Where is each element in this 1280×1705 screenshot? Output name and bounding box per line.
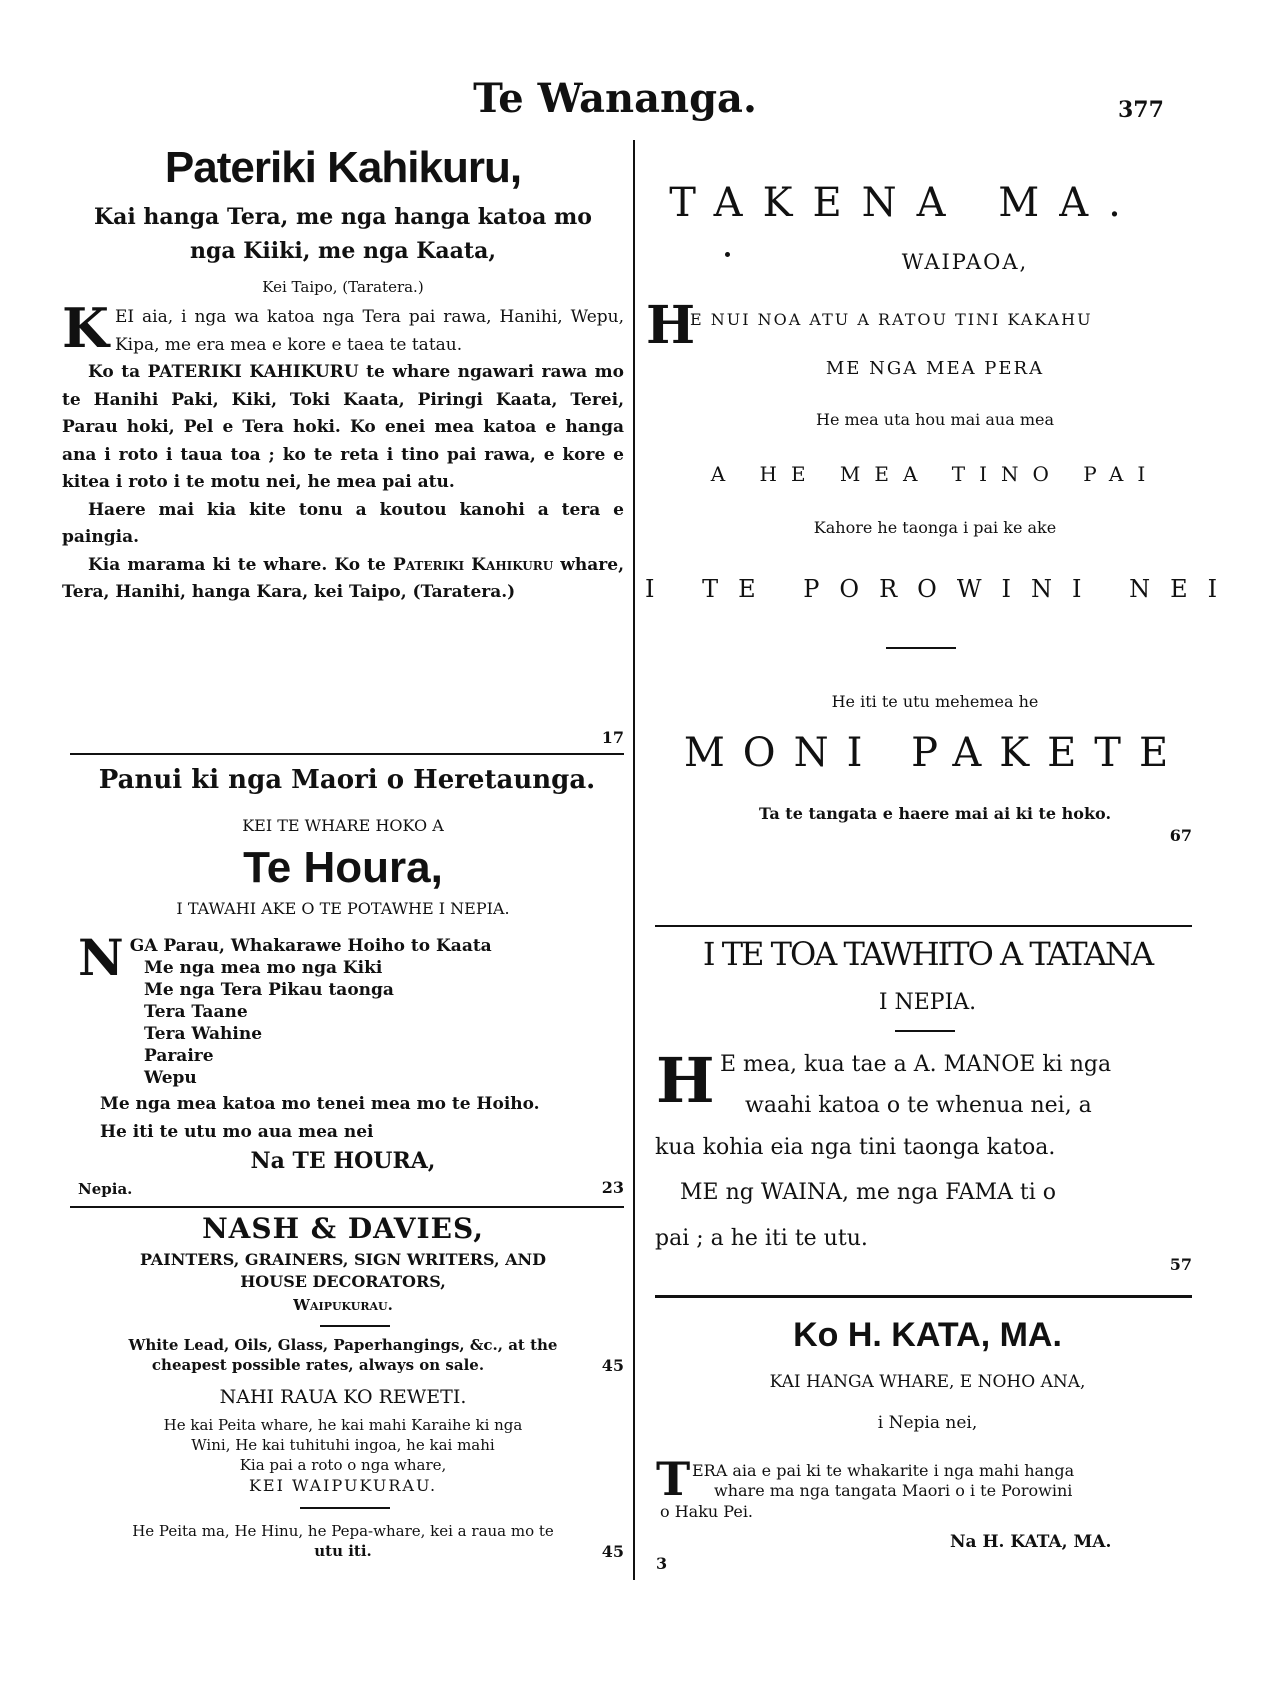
ad-heading: Panui ki nga Maori o Heretaunga. (98, 765, 596, 795)
shop-location: I TAWAHI AKE O TE POTAWHE I NEPIA. (176, 899, 510, 918)
ad-line: He kai Peita whare, he kai mahi Karaihe ki nga (163, 1416, 523, 1434)
drop-cap: T (656, 1452, 691, 1506)
short-rule (320, 1325, 390, 1327)
ad-line: Ta te tangata e haere mai ai ki te hoko. (758, 804, 1112, 823)
ad-line: ME NGA MEA PERA (825, 358, 1045, 379)
short-rule (886, 647, 956, 649)
ad-line: E NUI NOA ATU A RATOU TINI KAKAHU (690, 310, 1093, 329)
section-rule (655, 925, 1192, 927)
ad-number: 3 (656, 1554, 668, 1573)
ad-heading: Ko H. KATA, MA. (793, 1316, 1062, 1354)
ad-paragraph (62, 359, 624, 497)
paragraph-text: te whare ngawari rawa mo te Hanihi Paki, Kiki, Toki Kaata, Piringi Kaata, Terei, Parau hoki, Pel e Tera hoki. Ko enei mea katoa e hanga ana i roto i taua toa ; ko te reta i tino pai rawa, e kore e kitea i roto i te motu nei, he mea pai atu. (62, 362, 624, 492)
ad-heading: NASH & DAVIES, (202, 1212, 484, 1245)
ad-line: He iti te utu mehemea he (831, 692, 1039, 711)
ad-signature: Na TE HOURA, (250, 1148, 436, 1174)
ad-signature: Na H. KATA, MA. (950, 1532, 1112, 1552)
ad-number: 23 (601, 1178, 624, 1197)
goods-list (78, 928, 624, 1089)
ad-number: 57 (1169, 1255, 1192, 1274)
ad-line: I TE POROWINI NEI (645, 575, 1238, 603)
shop-name: Te Houra, (243, 843, 443, 892)
ad-location: Waipukurau. (293, 1296, 393, 1314)
ad-number: 67 (1169, 826, 1192, 845)
ad-line: utu iti. (314, 1542, 372, 1560)
ad-line: pai ; a he iti te utu. (655, 1226, 868, 1251)
ad-subheading: KAI HANGA WHARE, E NOHO ANA, (769, 1372, 1086, 1392)
short-rule (300, 1507, 390, 1509)
ad-location: WAIPAOA, (901, 250, 1029, 274)
page-number: 377 (1118, 97, 1164, 123)
ad-heading: I TE TOA TAWHITO A TATANA (702, 935, 1153, 973)
list-item: Tera Wahine (144, 1024, 263, 1044)
ad-line: He iti te utu mo aua mea nei (100, 1122, 374, 1142)
ad-line: whare ma nga tangata Maori o i te Porowini (714, 1481, 1073, 1500)
ad-line: Kahore he taonga i pai ke ake (813, 518, 1057, 537)
list-item: GA Parau, Whakarawe Hoiho to Kaata (129, 936, 492, 956)
list-item: Paraire (144, 1046, 214, 1066)
ad-line: He Peita ma, He Hinu, he Pepa-whare, kei a raua mo te (132, 1522, 554, 1540)
ad-paragraph (62, 296, 624, 360)
ad-line: Kia pai a roto o nga whare, (239, 1456, 447, 1474)
ad-line: ME ng WAINA, me nga FAMA ti o (680, 1180, 1057, 1205)
ad-line: PAINTERS, GRAINERS, SIGN WRITERS, AND (139, 1250, 547, 1269)
proprietor-name: PATERIKI KAHIKURU (147, 362, 359, 382)
paragraph-text: Kia marama ki te whare. Ko te (88, 554, 393, 575)
drop-cap: K (62, 296, 109, 360)
ad-subheading: I NEPIA. (878, 990, 977, 1015)
ad-number: 45 (601, 1542, 624, 1561)
ad-line: He mea uta hou mai aua mea (815, 410, 1055, 429)
ad-heading: TAKENA MA. (669, 180, 1141, 226)
ad-line: ERA aia e pai ki te whakarite i nga mahi hanga (692, 1461, 1075, 1480)
ad-line: Wini, He kai tuhituhi ingoa, he kai mahi (191, 1436, 495, 1454)
paragraph-text: whare, Tera, Hanihi, hanga Kara, kei Taipo, (Taratera.) (62, 554, 624, 602)
ad-line: A HE MEA TINO PAI (710, 462, 1160, 486)
section-rule (70, 753, 624, 755)
ad-subheading: i Nepia nei, (877, 1413, 978, 1433)
ad-subheading: Kai hanga Tera, me nga hanga katoa mo (94, 204, 592, 230)
ad-place: Nepia. (78, 1180, 133, 1198)
shop-line: KEI TE WHARE HOKO A (242, 816, 444, 835)
ad-number: 17 (601, 728, 624, 747)
ad-address: Kei Taipo, (Taratera.) (262, 278, 424, 296)
ad-line: E mea, kua tae a A. MANOE ki nga (720, 1052, 1112, 1077)
ad-heading: NAHI RAUA KO REWETI. (219, 1386, 467, 1408)
column-divider (633, 140, 635, 1580)
list-item: Me nga mea mo nga Kiki (144, 958, 383, 978)
ad-paragraph (62, 552, 624, 607)
ad-line: White Lead, Oils, Glass, Paperhangings, &c., at the (128, 1336, 558, 1354)
ad-line: KEI WAIPUKURAU. (248, 1476, 438, 1495)
drop-cap: H (646, 295, 696, 356)
ad-line: kua kohia eia nga tini taonga katoa. (655, 1135, 1056, 1160)
ad-line: cheapest possible rates, always on sale. (151, 1356, 485, 1374)
ad-subheading: nga Kiiki, me nga Kaata, (190, 238, 496, 264)
ad-heading: MONI PAKETE (683, 730, 1187, 776)
ad-line: waahi katoa o te whenua nei, a (745, 1093, 1092, 1118)
ad-line: o Haku Pei. (660, 1502, 754, 1521)
ad-heading: Pateriki Kahikuru, (164, 143, 522, 192)
drop-cap: H (656, 1044, 715, 1117)
ad-pateriki (62, 140, 624, 607)
short-rule (895, 1030, 955, 1032)
proprietor-name: Pateriki Kahikuru (392, 554, 554, 575)
drop-cap: N (78, 928, 124, 987)
list-item: Tera Taane (144, 1002, 248, 1022)
paragraph-text: EI aia, i nga wa katoa nga Tera pai rawa, Hanihi, Wepu, Kipa, me era mea e kore e taea te tatau. (114, 307, 624, 355)
ad-line: HOUSE DECORATORS, (240, 1272, 446, 1291)
paragraph-text: Ko ta (88, 362, 148, 382)
ad-paragraph: Haere mai kia kite tonu a koutou kanohi a tera e paingia. (62, 499, 624, 547)
list-item: Me nga Tera Pikau taonga (144, 980, 394, 1000)
ad-number: 45 (601, 1356, 624, 1375)
section-rule (70, 1206, 624, 1208)
section-rule (655, 1295, 1192, 1298)
list-item: Wepu (144, 1068, 197, 1088)
ad-line: Me nga mea katoa mo tenei mea mo te Hoiho. (100, 1094, 540, 1114)
masthead-title: Te Wananga. (473, 75, 757, 122)
